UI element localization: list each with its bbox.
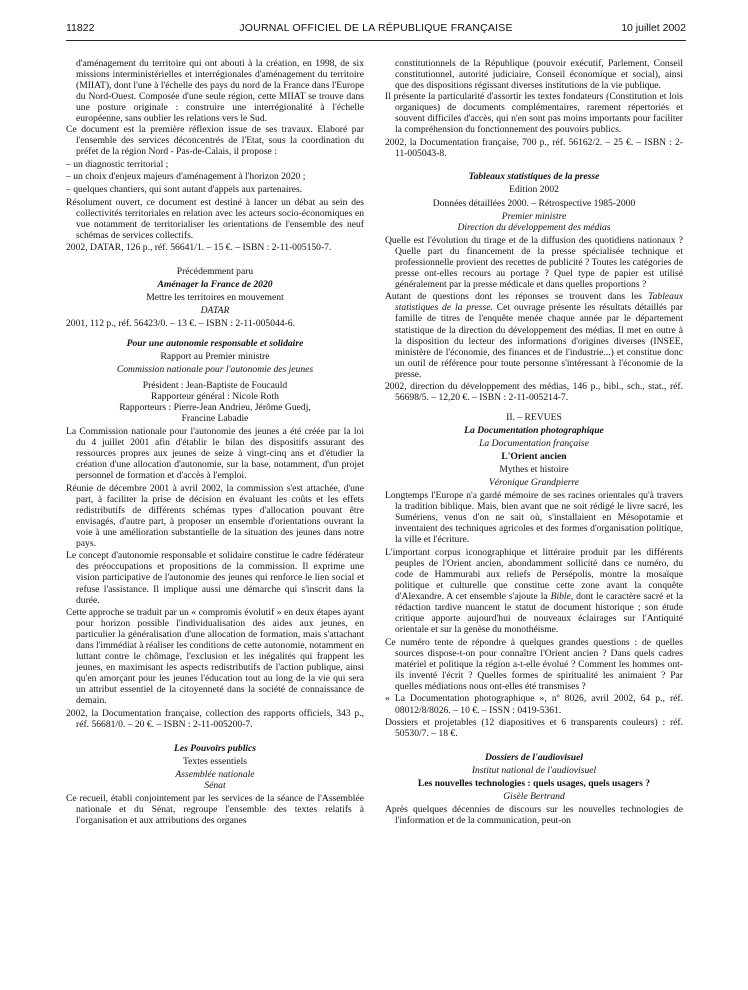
reference: Dossiers et projetables (12 diapositives et 6 transparents couleurs) : réf. 50530/7. – 18 €. [385,717,683,740]
page-number: 11822 [66,22,95,34]
paragraph: d'aménagement du territoire qui ont abouti à la création, en 1998, de six missions interministérielles et interrégionales d'aménagement du territoire (MIIAT), dont l'une à l'échelle des pays du nord de la France dans l'Europe du Nord-Ouest. Composée d'une seule région, cette MIIAT se trouve dans une posture originale : construire une interrégionalité à l'échelle européenne, sans oublier les relations vers le Sud. [76,58,364,125]
paragraph: Cette approche se traduit par un « compromis évolutif » en deux étapes ayant pour horizon possible l'individualisation des aides aux jeunes, en particulier la généralisation d'une allocation de formation, mais s'attachant dans l'immédiat à réaliser les conditions de cette autonomie, notamment en luttant contre le chômage, l'exclusion et les inégalités qui frappent les jeunes, en maximisant les aspects redistributifs de l'action publique, ainsi qu'en amorçant pour les jeunes l'éducation tout au long de la vie qui sera un attribut essentiel de la citoyenneté dans la société de connaissance de demain. [66,607,364,707]
publisher: Direction du développement des médias [457,221,611,233]
publication-title: La Documentation photographique [464,424,604,436]
paragraph: Le concept d'autonomie responsable et solidaire constitue le cadre fédérateur des préoccupations et propositions de la commission. Il exprime une vision participative de l'autonomie des jeunes qui renforce le lien social et refuse l'assistance. Il implique aussi une démarche qui s'inscrit dans la durée. [66,550,364,606]
paragraph: La Commission nationale pour l'autonomie des jeunes a été créée par la loi du 4 juillet 2001 afin d'établir le bilan des dispositifs assurant des ressources propres aux jeunes de seize à vingt-cinq ans et d'étudier la création d'une allocation d'autonomie, sur la base, notamment, d'un projet personnel de formation et d'accès à l'emploi. [66,425,364,482]
publication-subtitle: Textes essentiels [182,755,248,767]
reference: 2002, la Documentation française, collection des rapports officiels, 343 p., réf. 56681/0. – 20 €. – ISBN : 2-11-005200-7. [66,708,364,731]
note-label: Précédemment paru [176,265,254,277]
left-column [66,58,364,827]
publication-title: Tableaux statistiques de la presse [468,171,600,183]
publisher: La Documentation française [479,437,589,449]
issue-title: L'Orient ancien [501,451,567,462]
reference: « La Documentation photographique », nº 8026, avril 2002, 64 p., réf. 08012/8/8026. – 10 €. – ISSN : 0419-5361. [385,693,683,716]
right-column [385,58,683,827]
paragraph: Ce document est la première réflexion issue de ses travaux. Elaboré par l'ensemble des services déconcentrés de l'Etat, sous la coordination du préfet de la région Nord - Pas-de-Calais, il propose : [66,124,364,158]
paragraph: Il présente la particularité d'assortir les textes fondateurs (Constitution et lois organiques) de documents complémentaires, rarement répertoriés et souvent difficiles d'accès, qui n'en sont pas moins importants pour faciliter la compréhension du fonctionnement des pouvoirs publics. [385,91,683,136]
paragraph: Ce numéro tente de répondre à quelques grandes questions : de quelles sources dispose-t-on pour connaître l'Orient ancien ? Dans quels cadres matériel et politique la région a-t-elle évolué ? Comment les hommes ont-ils inventé l'écrit ? Quelles formes de spiritualité les animaient ? Par quelles médiations nous ont-elles été transmises ? [385,636,683,692]
publication-title: Les Pouvoirs publics [173,742,257,754]
publication-title: Aménager la France de 2020 [157,278,273,290]
publisher: Assemblée nationale [175,768,255,780]
author: Gisèle Bertrand [503,790,565,802]
publication-subtitle: Mettre les territoires en mouvement [146,291,284,303]
publication-title: Dossiers de l'audiovisuel [484,751,584,763]
publication-subtitle: Rapport au Premier ministre [160,350,270,362]
paragraph: Après quelques décennies de discours sur les nouvelles technologies de l'information et de la communication, peut-on [385,803,683,826]
page-header [66,22,686,38]
paragraph: Réunie de décembre 2001 à avril 2002, la commission s'est attachée, d'une part, à faciliter la prise de décision en évaluant les coûts et les effets redistributifs de différents schémas types d'allocation pouvant être envisagés, d'autre part, à proposer un ensemble d'orientations ouvrant la voie à une amélioration substantielle de la situation des jeunes dans notre pays. [66,482,364,549]
reference: 2001, 112 p., réf. 56423/0. – 13 €. – ISBN : 2-11-005044-6. [66,317,295,329]
issue-title: Les nouvelles technologies : quels usages, quels usagers ? [417,777,651,789]
reference: 2002, la Documentation française, 700 p., réf. 56162/2. – 25 €. – ISBN : 2-11-005043-8. [385,136,683,159]
journal-title: JOURNAL OFFICIEL DE LA RÉPUBLIQUE FRANÇAISE [239,22,513,34]
paragraph: Longtemps l'Europe n'a gardé mémoire de ses racines orientales qu'à travers la tradition biblique. Mais, bien avant que ne soit rédigé le livre sacré, les Sumériens, venus d'on ne sait où, s'installaient en Mésopotamie et inventaient des techniques agricoles et des formes d'organisation politique, la ville et l'écriture. [385,490,683,546]
header-rule [66,40,686,41]
edition-label: Edition 2002 [509,184,559,196]
reference: 2002, DATAR, 126 p., réf. 56641/1. – 15 €. – ISBN : 2-11-005150-7. [66,242,332,254]
bullet-item: – un choix d'enjeux majeurs d'aménagement à l'horizon 2020 ; [66,171,306,183]
author: Véronique Grandpierre [488,477,580,489]
bullet-item: – quelques chantiers, qui sont autant d'appels aux partenaires. [66,184,303,196]
publisher: DATAR [200,304,230,316]
publication-title: Pour une autonomie responsable et solidaire [126,337,304,349]
publication-subtitle: Données détaillées 2000. – Rétrospective 1985-2000 [432,197,636,209]
issue-date: 10 juillet 2002 [621,22,686,34]
publisher: Sénat [204,779,226,791]
paragraph: Ce recueil, établi conjointement par les services de la séance de l'Assemblée nationale et du Sénat, regroupe l'ensemble des textes relatifs à l'organisation et aux attributions des organes [66,792,364,826]
paragraph: L'important corpus iconographique et littéraire produit par les différents peuples de l'Orient ancien, abondamment sollicité dans ce numéro, du code de Hammurabi aux reliefs de Persépolis, montre la mosaïque politique et culturelle que constitue cette zone avant la conquête d'Alexandre. A cet ensemble s'ajoute la Bible, dont le caractère sacré et la rédaction tardive nuancent le statut de document historique ; son étude critique apporte aujourd'hui de nouveaux éclairages sur l'Antiquité orientale et sur la genèse du monothéisme. [385,546,683,636]
bullet-item: – un diagnostic territorial ; [66,158,169,170]
publication-subtitle: Mythes et histoire [499,464,569,476]
credit-line: Francine Labadie [181,412,249,424]
credit-line: Rapporteurs : Pierre-Jean Andrieu, Jérôme Guedj, [119,401,311,413]
credit-line: Président : Jean-Baptiste de Foucauld [142,379,288,391]
publisher: Institut national de l'audiovisuel [471,764,597,776]
reference: 2002, direction du développement des médias, 146 p., bibl., sch., stat., réf. 56698/5. – 12,20 €. – ISBN : 2-11-005214-7. [385,381,683,404]
paragraph: constitutionnels de la République (pouvoir exécutif, Parlement, Conseil constitutionnel, autorité judiciaire, Conseil économique et social), ainsi que des dispositions régissant diverses institutions de la vie publique. [395,58,683,92]
section-heading: II. – REVUES [506,411,562,423]
paragraph: Résolument ouvert, ce document est destiné à lancer un débat au sein des collectivités territoriales en relation avec les acteurs socio-économiques en vue notamment de territorialiser les orientations de l'ensemble des neuf schémas de services collectifs. [66,196,364,241]
credit-line: Rapporteur général : Nicole Roth [151,390,279,402]
publisher: Commission nationale pour l'autonomie des jeunes [116,363,314,375]
paragraph: Quelle est l'évolution du tirage et de la diffusion des quotidiens nationaux ? Quelle part du financement de la presse spécialisée technique et professionnelle provient des recettes de publicité ? Toutes les catégories de presse ont-elles recours au portage ? Quel type de papier est utilisé généralement par la presse médicale et dans quelles proportions ? [385,234,683,290]
publisher: Premier ministre [501,210,567,222]
paragraph: Autant de questions dont les réponses se trouvent dans les Tableaux statistiques de la presse. Cet ouvrage présente les résultats détaillés par famille de titres de l'enquête menée chaque année par le département statistique de la direction du développement des médias. Il met en outre à la disposition du lecteur des informations d'origines diverses (INSEE, ministère de l'économie, des finances et de l'industrie...) et constitue donc un outil de référence pour toute personne s'intéressant à l'économie de la presse. [385,291,683,380]
